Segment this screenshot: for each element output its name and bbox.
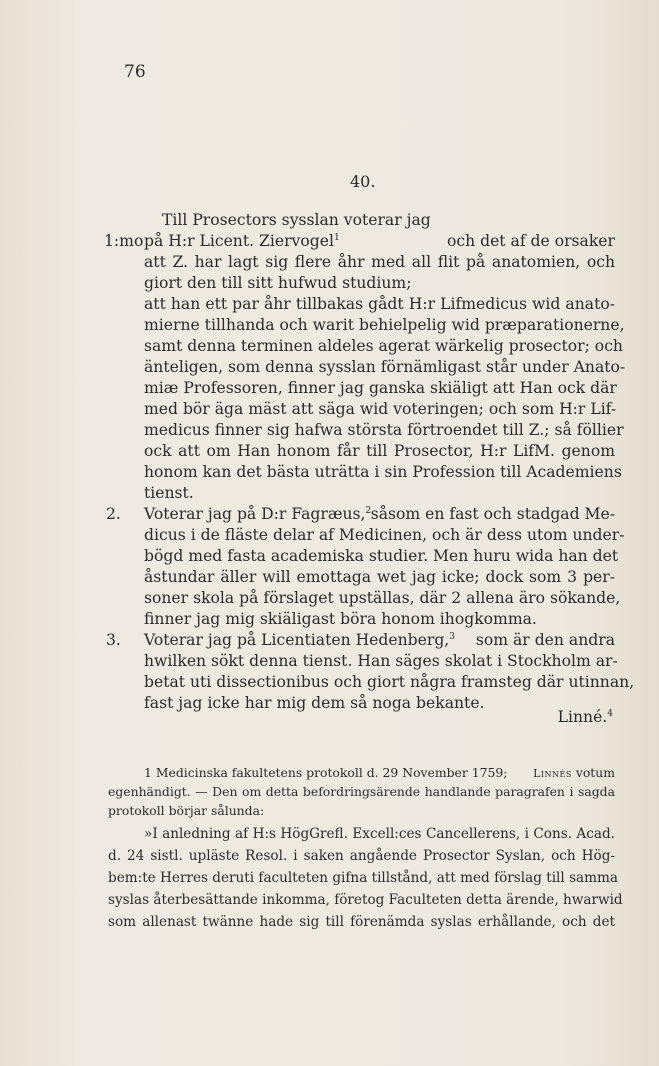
- item1-line-2: att Z. har lagt sig flere åhr med all flit på anatomien, och: [144, 253, 615, 271]
- quote-line-3: syslas återbesättande inkomma, företog Faculteten detta ärende, hwarwid: [108, 892, 623, 908]
- footnote-mark-2: 2: [365, 506, 372, 516]
- item3-line-4: fast jag icke har mig dem så noga bekante.: [144, 694, 485, 712]
- item1-number: 1:mo: [104, 232, 144, 250]
- item3-line-0a: Voterar jag på Licentiaten Hedenberg,: [144, 631, 450, 649]
- page-number: 76: [124, 62, 146, 82]
- footnote-line-1: [144, 764, 615, 782]
- quote-line-0: »I anledning af H:s HögGrefl. Excell:ces Cancellerens, i Cons. Acad.: [144, 826, 615, 842]
- quote-line-2: bem:te Herres deruti faculteten gifna tillstånd, att med förslag till samma: [108, 870, 619, 886]
- section-number: 40.: [350, 172, 376, 191]
- signature: [558, 708, 613, 726]
- item2-line-3: bögd med fasta academiska studier. Men huru wida han det: [144, 547, 619, 565]
- item2-line-0: [144, 504, 615, 524]
- footnote-author: Linnés: [533, 767, 572, 780]
- item3-line-0b: som är den andra: [475, 631, 615, 649]
- item1-line-0a: på H:r Licent. Ziervogel: [144, 232, 334, 250]
- item1-line-5: mierne tillhanda och warit behielpelig wid præparationerne,: [144, 316, 625, 334]
- item3-number: 3.: [106, 631, 121, 649]
- item1-line-8: miæ Professoren, finner jag ganska skiäligt att Han ock där: [144, 379, 617, 397]
- item1-line-12: honom kan det bästa uträtta i sin Profession till Academiens: [144, 463, 622, 481]
- item2-line-0b: såsom en fast och stadgad Me-: [370, 505, 615, 523]
- footnote-mark-3: 3: [449, 632, 455, 642]
- footnote-line-1a: 1 Medicinska fakultetens protokoll d. 29 November 1759;: [144, 765, 508, 780]
- item3-line-2: hwilken sökt denna tienst. Han säges skolat i Stockholm ar-: [144, 652, 618, 670]
- item1-line-6: samt denna terminen aldeles agerat wärkelig prosector; och: [144, 337, 623, 355]
- footnote-line-2: egenhändigt. — Den om detta befordringsärende handlande paragrafen i sagda: [108, 784, 615, 799]
- item3-line-3: betat uti dissectionibus och giort några framsteg där utinnan,: [144, 673, 635, 691]
- footnote-line-3: protokoll börjar sålunda:: [108, 803, 265, 818]
- item1-line-3: giort den till sitt hufwud studium;: [144, 274, 412, 292]
- item1-line-9: med bör äga mäst att säga wid voteringen; och som H:r Lif-: [144, 400, 617, 418]
- footnote-mark-4: 4: [607, 709, 613, 719]
- footnote-line-1b: votum: [575, 765, 615, 780]
- item2-line-2: dicus i de fläste delar af Medicinen, och är dess utom under-: [144, 526, 625, 544]
- item1-line-0b: och det af de orsaker: [446, 232, 615, 250]
- item1-line-4: att han ett par åhr tillbakas gådt H:r Lifmedicus wid anato-: [144, 295, 615, 313]
- quote-line-1: d. 24 sistl. upläste Resol. i saken angående Prosector Syslan, och Hög-: [108, 848, 615, 864]
- signature-text: Linné.: [557, 708, 608, 726]
- item1-line-10: medicus finner sig hafwa största förtroendet till Z.; så föllier: [144, 421, 624, 439]
- item1-line-7: änteligen, som denna sysslan förnämligast står under Anato-: [144, 358, 626, 376]
- item3-line-0: [144, 630, 615, 650]
- opening-line: Till Prosectors sysslan voterar jag: [162, 211, 431, 229]
- item2-number: 2.: [106, 505, 121, 523]
- item2-line-0a: Voterar jag på D:r Fagræus,: [144, 505, 366, 523]
- item1-line-13: tienst.: [144, 484, 194, 502]
- quote-line-4: som allenast twänne hade sig till förenämda syslas erhållande, och det: [108, 914, 615, 930]
- item2-line-5: soner skola på förslaget upställas, där 2 allena äro sökande,: [144, 589, 621, 607]
- footnote-mark-1: 1: [333, 233, 340, 243]
- item2-line-6: finner jag mig skiäligast böra honom ihogkomma.: [144, 610, 537, 628]
- item2-line-4: åstundar äller will emottaga wet jag icke; dock som 3 per-: [144, 568, 615, 586]
- item1-line-0: [144, 231, 615, 251]
- item1-line-11: ock att om Han honom får till Prosector, H:r LifM. genom: [144, 442, 615, 460]
